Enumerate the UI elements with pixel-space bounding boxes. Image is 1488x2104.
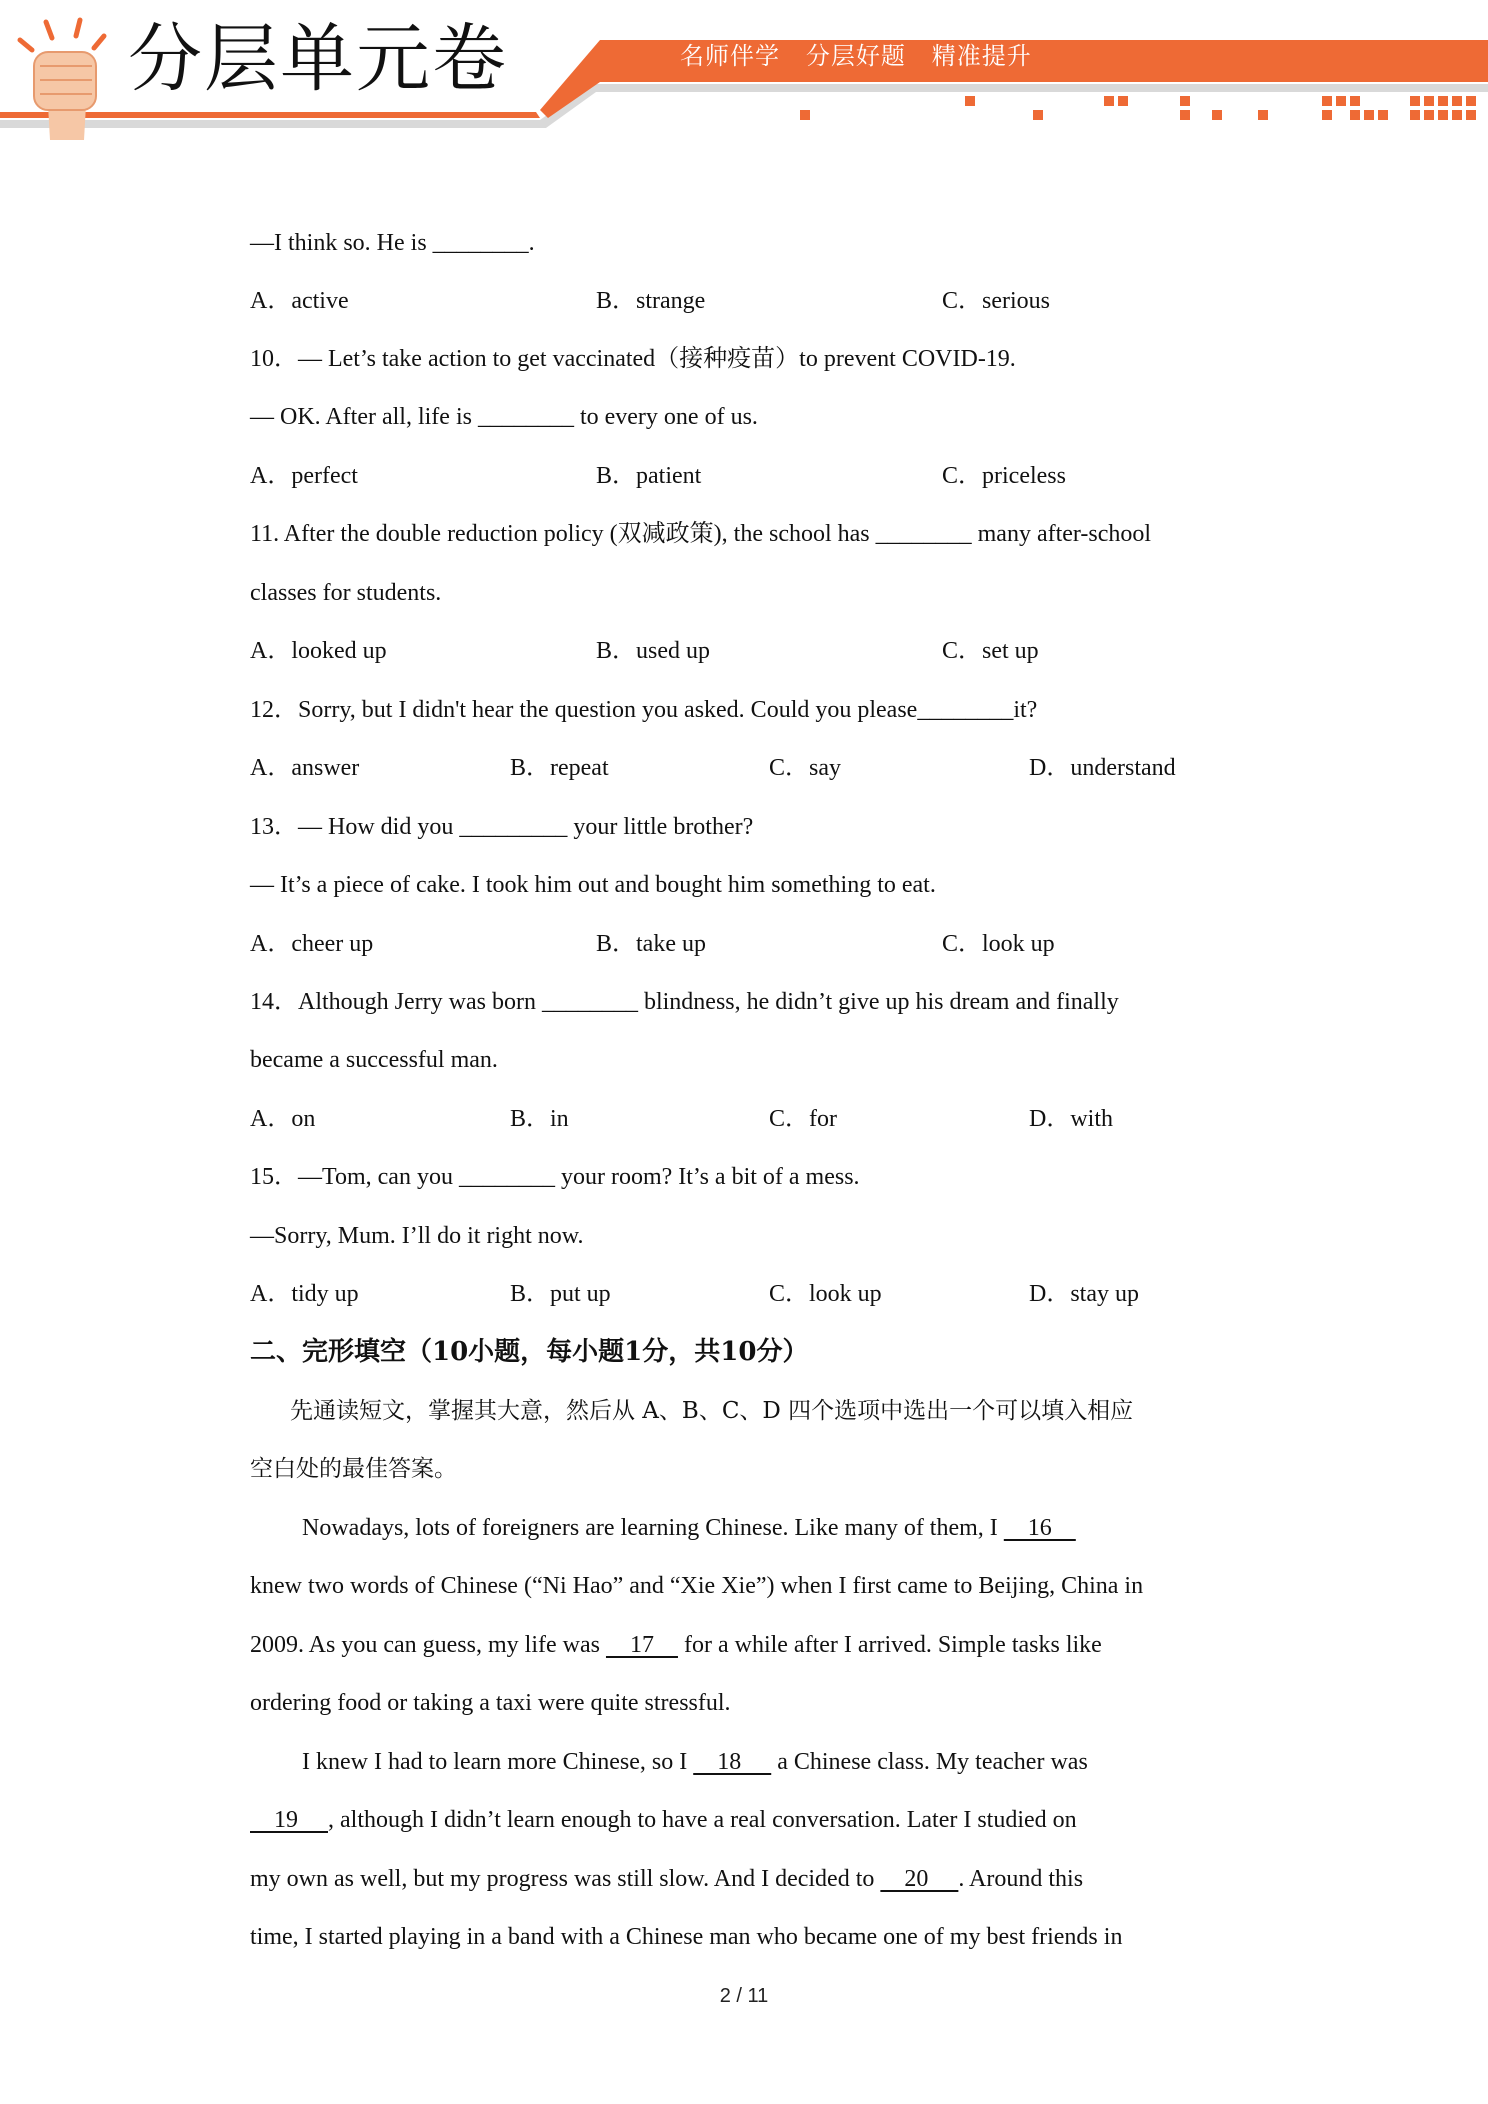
gap-17: 17 xyxy=(605,1632,678,1658)
q10-option-c: C．priceless xyxy=(942,463,1066,489)
q15-option-b: B．put up xyxy=(510,1281,611,1307)
gap-18: 18 xyxy=(693,1749,772,1775)
q12-option-b: B．repeat xyxy=(510,755,609,781)
q14-stem-line1: 14．Although Jerry was born ________ blindness, he didn’t give up his dream and finally xyxy=(250,989,1119,1015)
gap-16: 16 xyxy=(1003,1515,1076,1541)
q12-option-a: A．answer xyxy=(250,755,360,781)
passage-p1-line3: 2009. As you can guess, my life was 17 for a while after I arrived. Simple tasks like xyxy=(250,1632,1102,1658)
passage-p2-line4: time, I started playing in a band with a Chinese man who became one of my best friends in xyxy=(250,1924,1123,1950)
q13-option-b: B．take up xyxy=(596,931,706,957)
q11-option-c: C．set up xyxy=(942,638,1039,664)
q11-option-b: B．used up xyxy=(596,638,710,664)
page-number: 2 / 11 xyxy=(719,1985,769,2007)
q12-option-d: D．understand xyxy=(1029,755,1176,781)
q9-option-b: B．strange xyxy=(596,288,706,314)
q11-stem-line2: classes for students. xyxy=(250,580,442,606)
q14-option-a: A．on xyxy=(250,1106,316,1132)
q12-stem: 12．Sorry, but I didn't hear the question you asked. Could you please________it? xyxy=(250,697,1038,723)
gap-19: 19 xyxy=(250,1807,328,1833)
passage-p1-line4: ordering food or taking a taxi were quite stressful. xyxy=(250,1690,731,1716)
q10-stem: 10．— Let’s take action to get vaccinated（接种疫苗）to prevent COVID-19. xyxy=(250,346,1016,372)
q11-stem-line1: 11. After the double reduction policy (双减政策), the school has ________ many after-school xyxy=(250,521,1152,547)
q15-reply: —Sorry, Mum. I’ll do it right now. xyxy=(250,1223,584,1249)
q9-reply: —I think so. He is ________. xyxy=(250,230,535,256)
q14-stem-line2: became a successful man. xyxy=(250,1047,498,1073)
q10-option-a: A．perfect xyxy=(250,463,358,489)
q15-stem: 15．—Tom, can you ________ your room? It’s a bit of a mess. xyxy=(250,1164,860,1190)
section2-instruction-line2: 空白处的最佳答案。 xyxy=(250,1456,457,1482)
q14-option-b: B．in xyxy=(510,1106,569,1132)
q12-option-c: C．say xyxy=(769,755,841,781)
q13-option-c: C．look up xyxy=(942,931,1055,957)
q15-option-a: A．tidy up xyxy=(250,1281,359,1307)
passage-p1-line2: knew two words of Chinese (“Ni Hao” and “Xie Xie”) when I first came to Beijing, China in xyxy=(250,1573,1144,1599)
q10-reply: — OK. After all, life is ________ to every one of us. xyxy=(250,404,758,430)
section2-instruction-line1: 先通读短文，掌握其大意，然后从 A、B、C、D 四个选项中选出一个可以填入相应 xyxy=(290,1398,1134,1424)
q9-option-a: A．active xyxy=(250,288,349,314)
q15-option-c: C．look up xyxy=(769,1281,882,1307)
q14-option-d: D．with xyxy=(1029,1106,1113,1132)
q15-option-d: D．stay up xyxy=(1029,1281,1139,1307)
q13-reply: — It’s a piece of cake. I took him out and bought him something to eat. xyxy=(250,872,936,898)
q11-option-a: A．looked up xyxy=(250,638,387,664)
page-header xyxy=(0,0,1488,150)
q9-option-c: C．serious xyxy=(942,288,1050,314)
section2-title: 二、完形填空（10小题，每小题1分，共10分） xyxy=(250,1337,809,1367)
header-slogan: 名师伴学 分层好题 精准提升 xyxy=(680,42,1032,70)
passage-p2-line2: 19 , although I didn’t learn enough to have a real conversation. Later I studied on xyxy=(250,1807,1077,1833)
brand-title: 分层单元卷 xyxy=(128,16,508,102)
q14-option-c: C．for xyxy=(769,1106,837,1132)
passage-p1-line1: Nowadays, lots of foreigners are learning Chinese. Like many of them, I 16 xyxy=(302,1515,1076,1541)
q13-option-a: A．cheer up xyxy=(250,931,374,957)
passage-p2-line1: I knew I had to learn more Chinese, so I 18 a Chinese class. My teacher was xyxy=(302,1749,1088,1775)
passage-p2-line3: my own as well, but my progress was still slow. And I decided to 20 . Around this xyxy=(250,1866,1084,1892)
gap-20: 20 xyxy=(880,1866,959,1892)
q13-stem: 13．— How did you _________ your little brother? xyxy=(250,814,754,840)
q10-option-b: B．patient xyxy=(596,463,702,489)
